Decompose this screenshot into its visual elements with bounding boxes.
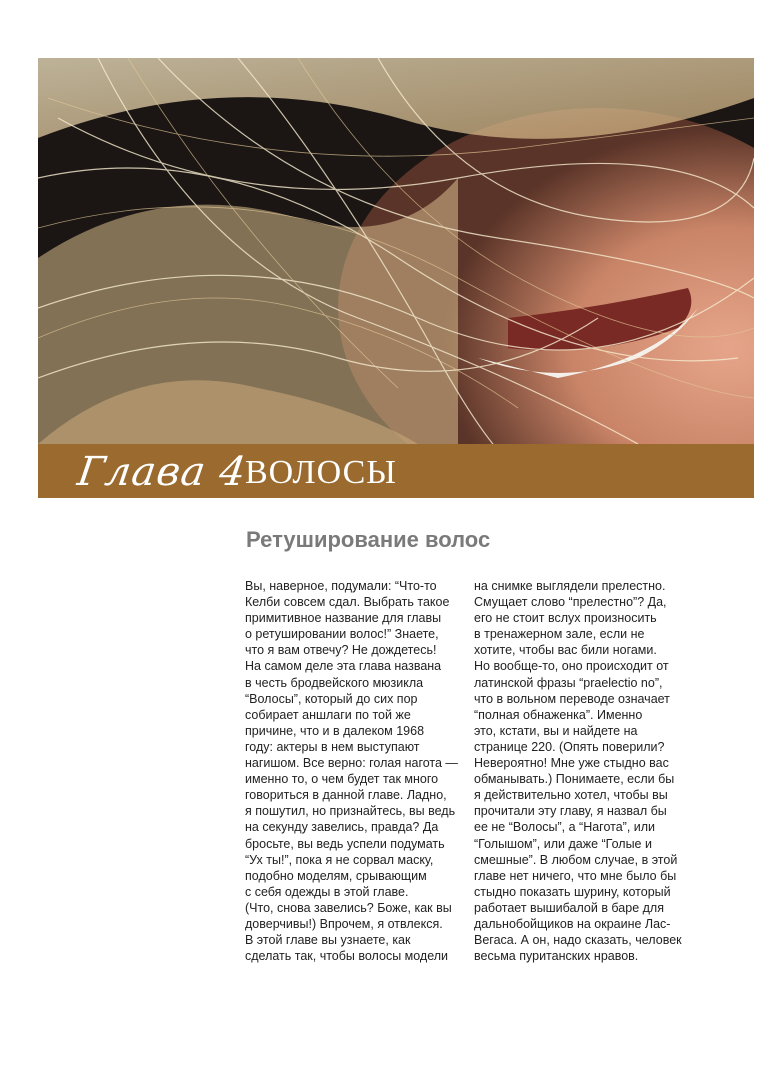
text-line: в тренажерном зале, если не xyxy=(474,627,645,642)
text-line: на снимке выглядели прелестно. xyxy=(474,579,666,593)
text-line: Вегаса. А он, надо сказать, человек xyxy=(474,933,682,948)
text-line: работает вышибалой в баре для xyxy=(474,900,664,915)
text-line: главе нет ничего, что мне было бы xyxy=(474,868,677,883)
text-line: его не стоит вслух произносить xyxy=(474,611,657,626)
text-line: что я вам отвечу? Не дождетесь! xyxy=(245,643,437,658)
text-line: Невероятно! Мне уже стыдно вас xyxy=(474,756,669,771)
text-line: прочитали эту главу, я назвал бы xyxy=(474,804,667,819)
chapter-title: ВОЛОСЫ xyxy=(245,454,397,491)
text-line: говориться в данной главе. Ладно, xyxy=(245,788,447,803)
text-line: В этой главе вы узнаете, как xyxy=(245,933,411,948)
text-line: нагишом. Все верно: голая нагота — xyxy=(245,756,458,771)
chapter-number-label: Глава 4 xyxy=(74,449,250,495)
text-line: доверчивы!) Впрочем, я отвлекся. xyxy=(245,916,443,931)
text-line: причине, что и в далеком 1968 xyxy=(245,723,425,738)
text-line: я пошутил, но признайтесь, вы ведь xyxy=(245,804,456,819)
chapter-header-band xyxy=(38,444,754,498)
text-line: это, кстати, вы и найдете на xyxy=(474,723,638,738)
section-heading: Ретуширование волос xyxy=(246,527,491,552)
text-line: что в вольном переводе означает xyxy=(474,691,670,706)
text-line: (Что, снова завелись? Боже, как вы xyxy=(245,900,452,915)
text-line: с себя одежды в этой главе. xyxy=(245,884,409,899)
text-line: “Ух ты!”, пока я не сорвал маску, xyxy=(245,852,434,867)
text-line: в честь бродвейского мюзикла xyxy=(245,675,424,690)
text-line: именно то, о чем будет так много xyxy=(245,772,439,787)
text-line: на секунду завелись, правда? Да xyxy=(245,820,439,835)
text-line: латинской фразы “praelectio no”, xyxy=(474,675,663,690)
text-line: хотите, чтобы вас били ногами. xyxy=(474,643,657,658)
body-column-left xyxy=(245,578,473,964)
text-line: Но вообще-то, оно происходит от xyxy=(474,659,669,674)
text-line: Келби совсем сдал. Выбрать такое xyxy=(245,595,450,610)
body-column-right xyxy=(474,578,702,964)
chapter-photo xyxy=(38,58,754,444)
text-line: “полная обнаженка”. Именно xyxy=(474,707,643,722)
text-line: “Волосы”, который до сих пор xyxy=(245,691,418,706)
text-line: ее не “Волосы”, а “Нагота”, или xyxy=(474,820,656,835)
text-line: стыдно показать шурину, который xyxy=(474,884,671,899)
text-line: примитивное название для главы xyxy=(245,611,442,626)
text-line: обманывать.) Понимаете, если бы xyxy=(474,772,675,787)
text-line: бросьте, вы ведь успели подумать xyxy=(245,836,445,851)
text-line: я действительно хотел, чтобы вы xyxy=(474,788,668,803)
text-line: собирает аншлаги по той же xyxy=(245,707,411,722)
text-line: о ретушировании волос!” Знаете, xyxy=(245,627,439,642)
text-line: весьма пуританских нравов. xyxy=(474,949,639,964)
text-line: сделать так, чтобы волосы модели xyxy=(245,949,449,964)
text-line: Вы, наверное, подумали: “Что-то xyxy=(245,579,437,593)
hair-portrait-image xyxy=(38,58,754,444)
text-line: На самом деле эта глава названа xyxy=(245,659,442,674)
text-line: подобно моделям, срывающим xyxy=(245,868,427,883)
text-line: смешные”. В любом случае, в этой xyxy=(474,852,678,867)
text-line: дальнобойщиков на окраине Лас- xyxy=(474,916,671,931)
text-line: году: актеры в нем выступают xyxy=(245,739,420,754)
text-line: “Голышом”, или даже “Голые и xyxy=(474,836,652,851)
text-line: странице 220. (Опять поверили? xyxy=(474,739,665,754)
text-line: Смущает слово “прелестно”? Да, xyxy=(474,595,667,610)
